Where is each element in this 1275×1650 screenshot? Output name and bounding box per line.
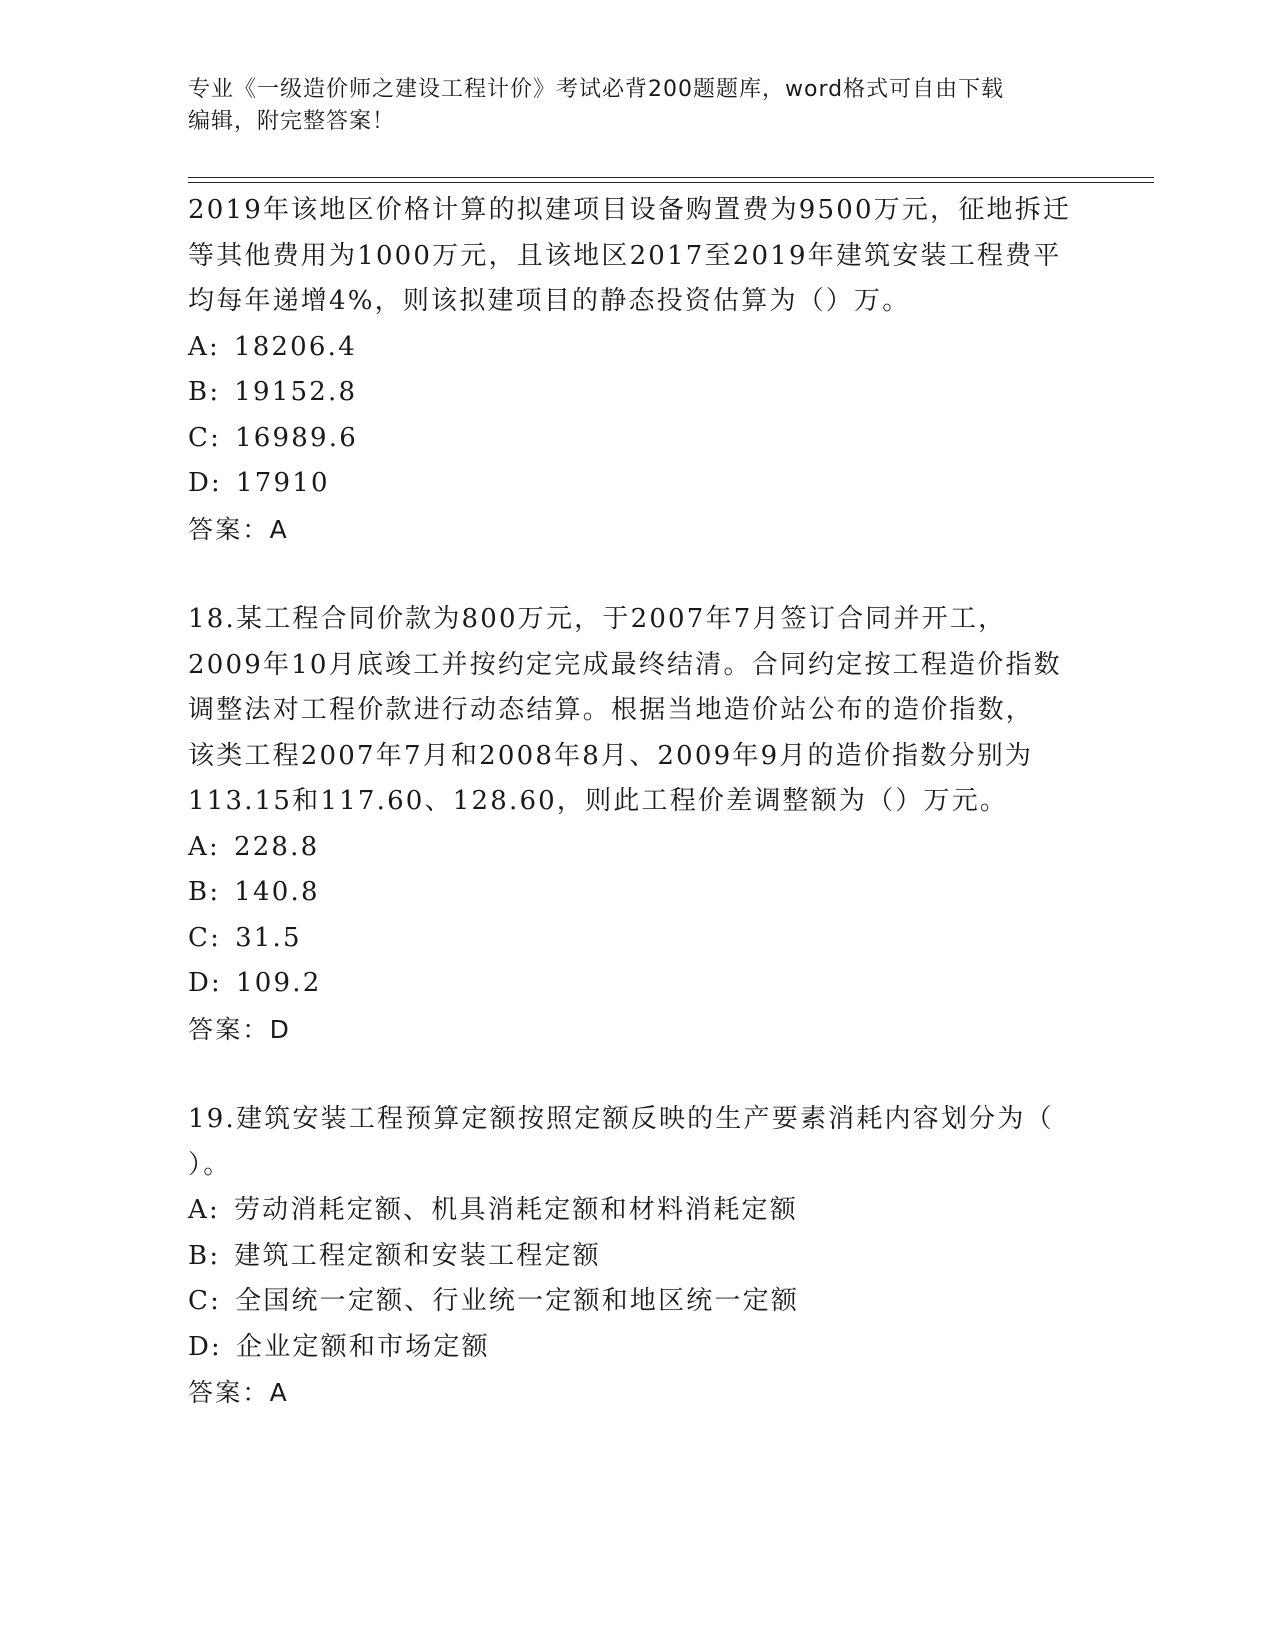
option-letter: A — [188, 1195, 209, 1225]
option-separator: : — [208, 1195, 220, 1225]
question-stem-line: 113.15和117.60、128.60，则此工程价差调整额为（）万元。 — [188, 786, 1009, 816]
option-a — [188, 1188, 1088, 1234]
header-divider-top — [188, 177, 1154, 178]
option-d — [188, 961, 1088, 1007]
option-letter: A — [188, 331, 209, 362]
option-letter: C — [188, 422, 211, 453]
question-17 — [188, 188, 1088, 552]
header-divider-bottom — [188, 182, 1154, 183]
question-stem-line: 该类工程2007年7月和2008年8月、2009年9月的造价指数分别为 — [188, 740, 1034, 771]
question-list — [188, 188, 1088, 1416]
option-letter: C — [188, 1286, 211, 1316]
option-separator: : — [211, 1331, 223, 1362]
option-separator: : — [209, 1240, 221, 1271]
option-letter: C — [188, 922, 211, 953]
document-header — [188, 74, 1088, 138]
option-letter: B — [188, 377, 210, 407]
option-text: 企业定额和市场定额 — [236, 1331, 490, 1362]
option-b — [188, 1234, 1088, 1280]
option-b — [188, 870, 1088, 916]
option-text: 16989.6 — [235, 422, 358, 453]
option-text: 建筑工程定额和安装工程定额 — [234, 1240, 601, 1271]
option-text: 31.5 — [235, 922, 302, 953]
option-c — [188, 416, 1088, 462]
option-separator: : — [208, 331, 220, 362]
option-separator: : — [208, 831, 220, 862]
option-a — [188, 825, 1088, 871]
option-c — [188, 916, 1088, 962]
question-stem-line: 2009年10月底竣工并按约定完成最终结清。合同约定按工程造价指数 — [188, 649, 1062, 680]
question-18 — [188, 597, 1088, 1052]
option-d — [188, 1325, 1088, 1371]
option-letter: D — [188, 968, 212, 998]
option-text: 18206.4 — [233, 331, 357, 362]
answer-line: 答案：D — [188, 1014, 292, 1044]
option-letter: B — [188, 877, 210, 907]
question-stem-line: 等其他费用为1000万元，且该地区2017至2019年建筑安装工程费平 — [188, 240, 1062, 271]
option-separator: : — [211, 468, 223, 498]
header-line-2: 编辑，附完整答案！ — [188, 109, 396, 134]
answer-line: 答案：A — [188, 1378, 289, 1407]
question-stem-line: 18.某工程合同价款为800万元，于2007年7月签订合同并开工， — [188, 604, 1007, 634]
option-text: 全国统一定额、行业统一定额和地区统一定额 — [235, 1286, 800, 1316]
answer-line: 答案：A — [188, 514, 289, 544]
question-stem-line: 调整法对工程价款进行动态结算。根据当地造价站公布的造价指数， — [188, 695, 1035, 725]
option-separator: : — [209, 377, 221, 407]
spacer — [188, 552, 1088, 597]
option-text: 140.8 — [234, 877, 320, 907]
question-stem-line: ）。 — [188, 1149, 232, 1180]
option-letter: B — [188, 1240, 210, 1271]
option-separator: : — [210, 1286, 222, 1316]
option-text: 228.8 — [233, 831, 320, 862]
option-text: 109.2 — [236, 968, 322, 998]
option-letter: A — [188, 831, 209, 862]
option-separator: : — [210, 422, 222, 453]
question-19 — [188, 1097, 1088, 1416]
option-b — [188, 370, 1088, 416]
question-stem-line: 19.建筑安装工程预算定额按照定额反映的生产要素消耗内容划分为（ — [188, 1104, 1054, 1134]
option-letter: D — [188, 468, 212, 498]
question-stem-line: 2019年该地区价格计算的拟建项目设备购置费为9500万元，征地拆迁 — [188, 195, 1072, 225]
option-d — [188, 461, 1088, 507]
spacer — [188, 1052, 1088, 1097]
option-letter: D — [188, 1331, 212, 1362]
option-text: 19152.8 — [234, 377, 358, 407]
header-line-1: 专业《一级造价师之建设工程计价》考试必背200题题库，word格式可自由下载 — [188, 77, 1005, 102]
option-separator: : — [211, 968, 223, 998]
question-stem-line: 均每年递增4%，则该拟建项目的静态投资估算为（）万。 — [188, 286, 911, 316]
option-c — [188, 1279, 1088, 1325]
option-text: 17910 — [236, 468, 330, 498]
option-separator: : — [209, 877, 221, 907]
option-separator: : — [210, 922, 222, 953]
option-text: 劳动消耗定额、机具消耗定额和材料消耗定额 — [233, 1195, 798, 1225]
option-a — [188, 325, 1088, 371]
